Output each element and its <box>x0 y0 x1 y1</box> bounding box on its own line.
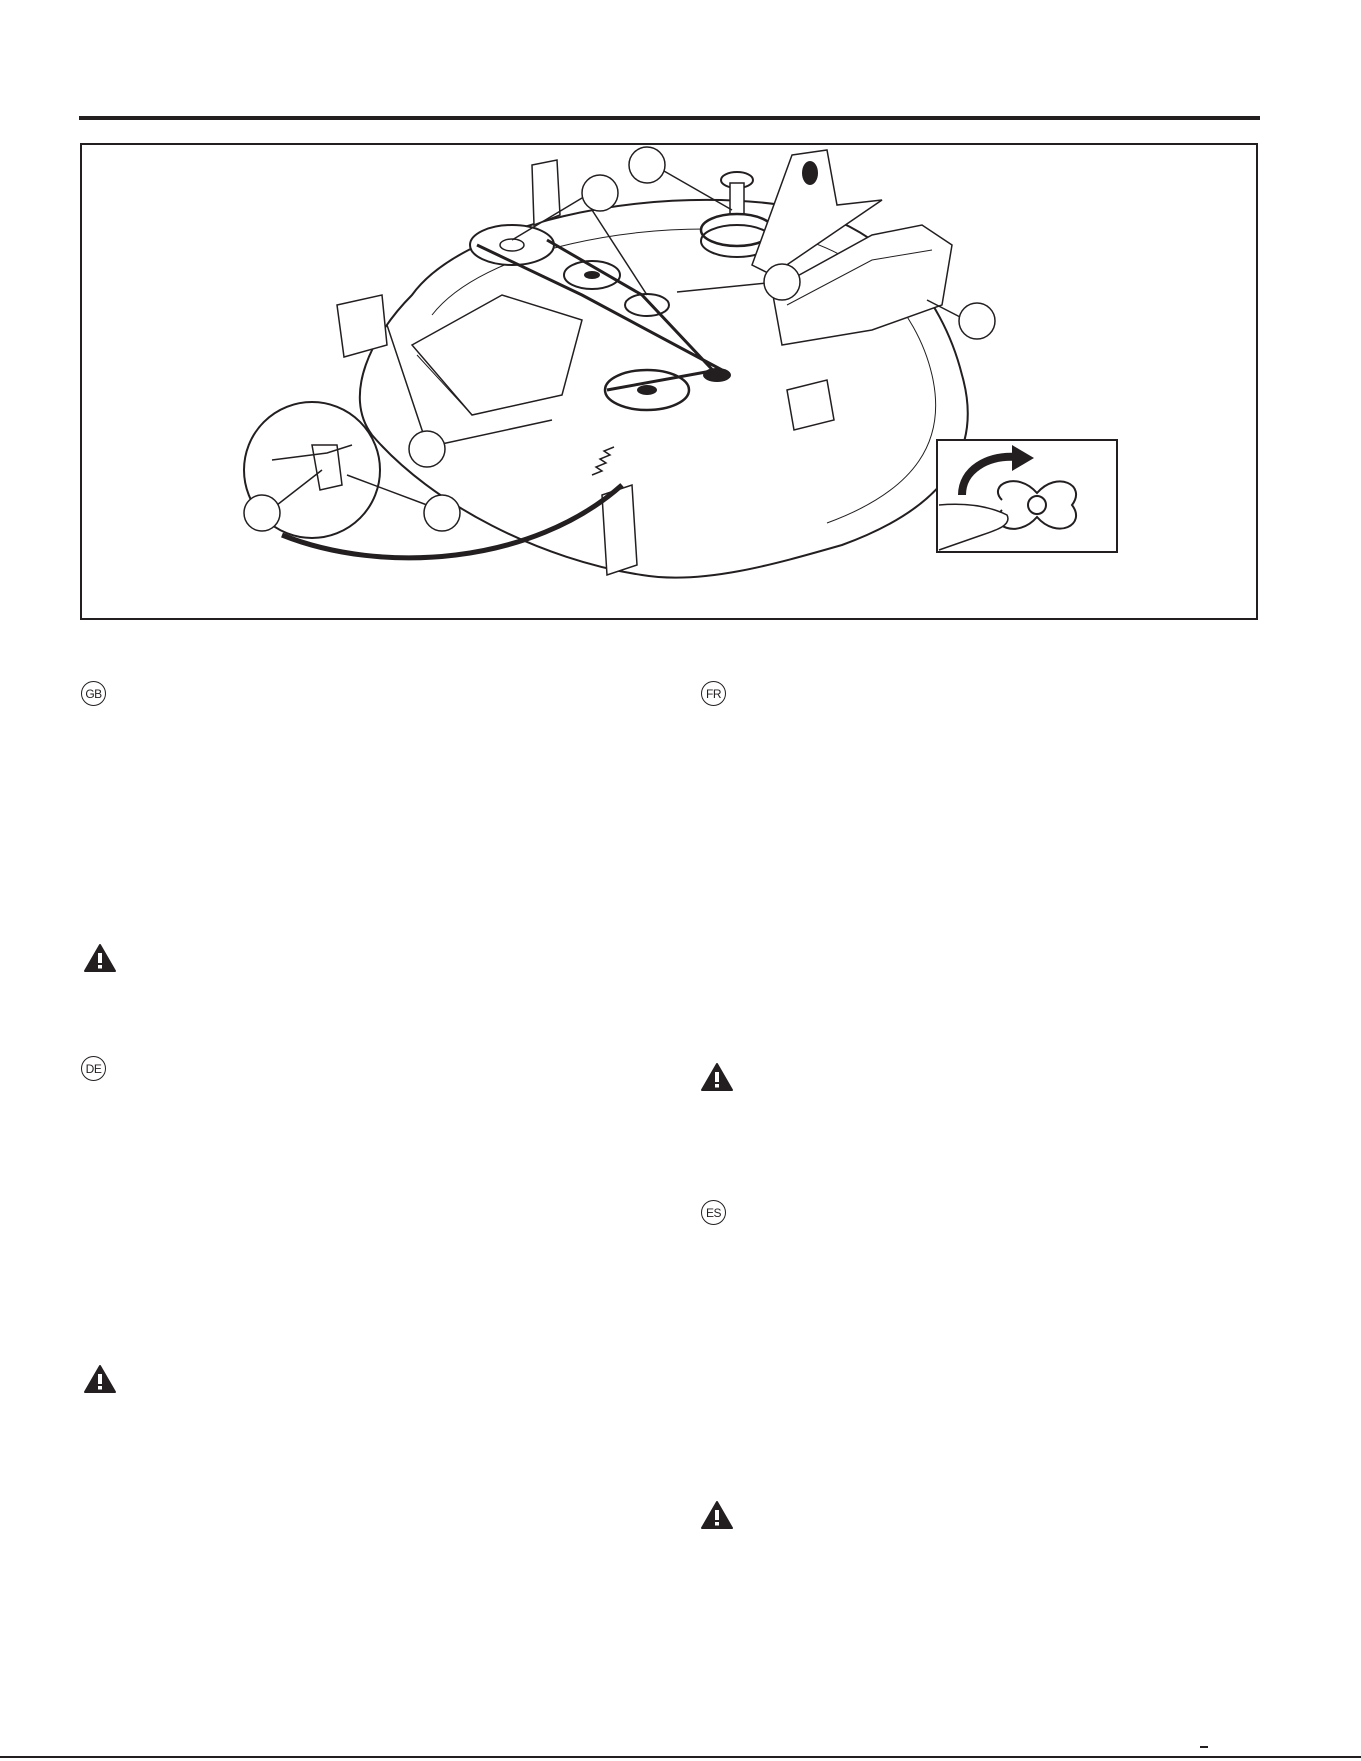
lang-code-es: ES <box>705 1205 721 1220</box>
lang-code-gb: GB <box>85 686 102 701</box>
lang-badge-gb <box>81 681 106 706</box>
lang-code-de: DE <box>85 1061 102 1076</box>
left-mount-bracket <box>337 295 387 357</box>
hairpin-clip-center <box>1028 496 1046 514</box>
warning-icon <box>83 943 117 973</box>
rear-mount-bracket <box>532 160 560 225</box>
right-pulley-hub <box>637 385 657 395</box>
mower-deck-illustration <box>80 143 1258 620</box>
warning-icon <box>700 1062 734 1092</box>
warning-icon <box>700 1500 734 1530</box>
warning-icon <box>83 1364 117 1394</box>
lang-badge-de <box>81 1056 106 1081</box>
idler-pulley <box>625 294 669 316</box>
header-rule <box>79 116 1260 120</box>
lang-code-fr: FR <box>706 686 721 701</box>
linkage-pivot <box>802 161 818 185</box>
right-mount-bracket <box>787 380 834 430</box>
footer-rule <box>0 1756 1361 1758</box>
lang-badge-fr <box>701 681 726 706</box>
mower-deck-drawing <box>82 145 1256 618</box>
center-pulley-hub <box>584 271 600 279</box>
lang-badge-es <box>701 1200 726 1225</box>
left-pulley-hub <box>500 239 524 251</box>
page-mark <box>1200 1746 1208 1748</box>
